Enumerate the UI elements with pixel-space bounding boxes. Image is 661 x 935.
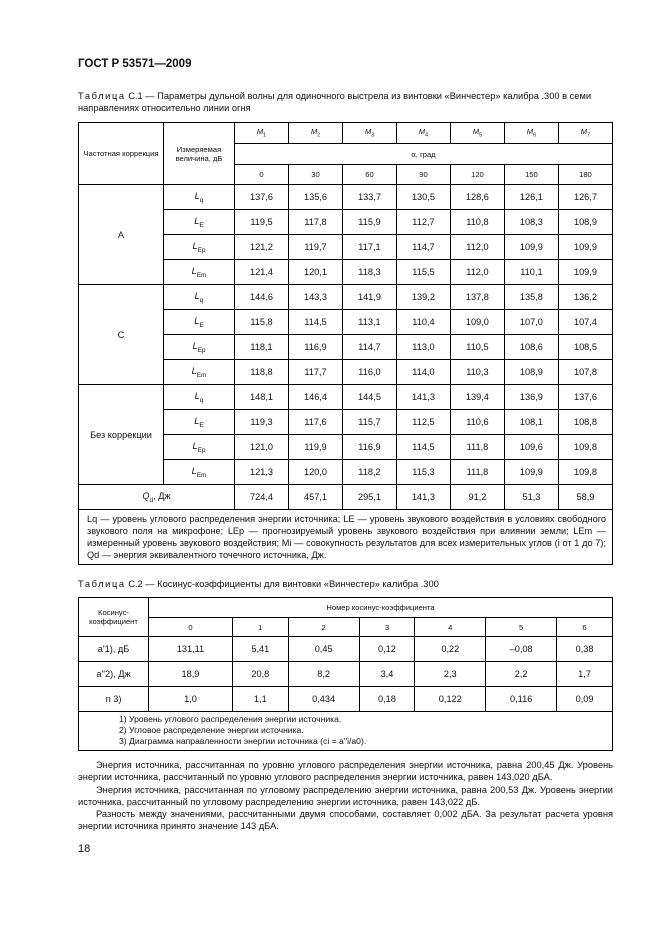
value-cell: 133,7 xyxy=(342,185,396,210)
table-row xyxy=(79,662,613,687)
value-cell: 108,9 xyxy=(504,360,558,385)
value-cell: 136,2 xyxy=(558,285,612,310)
value-cell: 20,8 xyxy=(232,662,288,687)
table-row xyxy=(79,385,613,410)
angle-header: 180 xyxy=(558,165,612,185)
document-header: ГОСТ Р 53571—2009 xyxy=(78,58,192,70)
value-cell: 141,3 xyxy=(396,385,450,410)
page-number: 18 xyxy=(78,843,91,855)
col-header-correction: Частотная коррекция xyxy=(79,123,164,185)
col-header-m: $M_7$ xyxy=(558,123,612,144)
correction-group: А xyxy=(79,185,164,285)
value-cell: 295,1 xyxy=(342,485,396,510)
value-cell: 110,1 xyxy=(504,260,558,285)
angle-header: 60 xyxy=(342,165,396,185)
value-cell: 114,7 xyxy=(342,335,396,360)
value-cell: 0,122 xyxy=(415,687,486,712)
value-cell: 457,1 xyxy=(288,485,342,510)
coefficient-label: n 3) xyxy=(79,687,149,712)
value-cell: 107,8 xyxy=(558,360,612,385)
col-header-m: $M_1$ xyxy=(235,123,289,144)
table-row xyxy=(79,185,613,210)
value-cell: 107,0 xyxy=(504,310,558,335)
value-cell: 117,6 xyxy=(288,410,342,435)
value-cell: 139,4 xyxy=(450,385,504,410)
value-cell: 119,7 xyxy=(288,235,342,260)
value-cell: 143,3 xyxy=(288,285,342,310)
correction-group: С xyxy=(79,285,164,385)
value-cell: 119,5 xyxy=(235,210,289,235)
value-cell: 109,0 xyxy=(450,310,504,335)
value-cell: 135,8 xyxy=(504,285,558,310)
quantity-cell: $L_{Em}$ xyxy=(164,260,235,285)
value-cell: 115,9 xyxy=(342,210,396,235)
quantity-cell: $L_q$ xyxy=(164,285,235,310)
value-cell: 108,1 xyxy=(504,410,558,435)
coefficient-label: a''2), Дж xyxy=(79,662,149,687)
value-cell: 112,0 xyxy=(450,235,504,260)
value-cell: 112,0 xyxy=(450,260,504,285)
number-cell: 5 xyxy=(486,618,557,637)
value-cell: 108,8 xyxy=(558,410,612,435)
table-row xyxy=(79,687,613,712)
value-cell: 0,38 xyxy=(557,637,613,662)
quantity-cell: $L_{Em}$ xyxy=(164,460,235,485)
paragraph: Разность между значениями, рассчитанными двумя способами, составляет 0,002 дБА. За результат расчета уровня энергии источника принято значение 143 дБА. xyxy=(78,809,613,832)
table1-caption: Таблица С.1 — Параметры дульной волны для одиночного выстрела из винтовки «Винчестер» калибра .300 в семи направлениях относительно линии огня xyxy=(78,91,592,113)
quantity-cell: $L_q$ xyxy=(164,185,235,210)
value-cell: 109,9 xyxy=(558,235,612,260)
value-cell: 121,4 xyxy=(235,260,289,285)
value-cell: 137,8 xyxy=(450,285,504,310)
value-cell: 109,6 xyxy=(504,435,558,460)
value-cell: 141,3 xyxy=(396,485,450,510)
paragraph: Энергия источника, рассчитанная по уровню углового распределения энергии источника, равна 200,45 Дж. Уровень энергии источника, рассчитанный по уровню углового распределения энергии источника, равен 143,020 дБА. xyxy=(78,760,613,783)
quantity-cell: $L_E$ xyxy=(164,210,235,235)
value-cell: 118,1 xyxy=(235,335,289,360)
table2 xyxy=(78,597,613,751)
angle-header: 150 xyxy=(504,165,558,185)
value-cell: 131,11 xyxy=(149,637,233,662)
table-row xyxy=(79,285,613,310)
angle-header: 0 xyxy=(235,165,289,185)
angle-header: 90 xyxy=(396,165,450,185)
paragraph: Энергия источника, рассчитанная по угловому распределению энергии источника, равна 200,53 Дж. Уровень энергии источника, рассчитанный по угловому распределению энергии источника, равен 143,022 дБ. xyxy=(78,784,613,807)
col-header-coefficient: Косинус-коэффициент xyxy=(79,598,149,637)
value-cell: 108,6 xyxy=(504,335,558,360)
number-cell: 4 xyxy=(415,618,486,637)
quantity-cell: $L_q$ xyxy=(164,385,235,410)
value-cell: 114,5 xyxy=(396,435,450,460)
value-cell: 108,3 xyxy=(504,210,558,235)
table2-footnotes xyxy=(79,712,613,751)
number-cell: 6 xyxy=(557,618,613,637)
value-cell: 115,7 xyxy=(342,410,396,435)
value-cell: 114,0 xyxy=(396,360,450,385)
value-cell: 108,9 xyxy=(558,210,612,235)
value-cell: 0,45 xyxy=(288,637,359,662)
value-cell: 128,6 xyxy=(450,185,504,210)
value-cell: 136,9 xyxy=(504,385,558,410)
value-cell: 115,5 xyxy=(396,260,450,285)
quantity-cell: $L_E$ xyxy=(164,310,235,335)
value-cell: 137,6 xyxy=(235,185,289,210)
value-cell: 110,6 xyxy=(450,410,504,435)
value-cell: 2,3 xyxy=(415,662,486,687)
value-cell: 1,7 xyxy=(557,662,613,687)
col-header-m: $M_2$ xyxy=(288,123,342,144)
value-cell: 126,1 xyxy=(504,185,558,210)
qd-label: $Q_d$, Дж xyxy=(79,485,235,510)
value-cell: 5,41 xyxy=(232,637,288,662)
value-cell: 116,9 xyxy=(342,435,396,460)
value-cell: 146,4 xyxy=(288,385,342,410)
value-cell: 144,5 xyxy=(342,385,396,410)
value-cell: 8,2 xyxy=(288,662,359,687)
value-cell: 109,9 xyxy=(504,460,558,485)
value-cell: 148,1 xyxy=(235,385,289,410)
value-cell: 126,7 xyxy=(558,185,612,210)
number-cell: 1 xyxy=(232,618,288,637)
alpha-header: α, град xyxy=(235,144,613,165)
value-cell: 0,09 xyxy=(557,687,613,712)
col-header-m: $M_3$ xyxy=(342,123,396,144)
value-cell: 110,3 xyxy=(450,360,504,385)
value-cell: 120,0 xyxy=(288,460,342,485)
footnote: 2) Угловое распределение энергии источника. xyxy=(119,725,304,735)
value-cell: 113,1 xyxy=(342,310,396,335)
value-cell: 109,9 xyxy=(504,235,558,260)
value-cell: 139,2 xyxy=(396,285,450,310)
value-cell: 141,9 xyxy=(342,285,396,310)
value-cell: 117,8 xyxy=(288,210,342,235)
col-header-m: $M_4$ xyxy=(396,123,450,144)
value-cell: 114,7 xyxy=(396,235,450,260)
number-header: Номер косинус-коэффициента xyxy=(149,598,613,618)
value-cell: 120,1 xyxy=(288,260,342,285)
value-cell: 2,2 xyxy=(486,662,557,687)
value-cell: 115,3 xyxy=(396,460,450,485)
quantity-cell: $L_{Em}$ xyxy=(164,360,235,385)
value-cell: 109,8 xyxy=(558,460,612,485)
value-cell: 110,5 xyxy=(450,335,504,360)
value-cell: 115,8 xyxy=(235,310,289,335)
body-text xyxy=(78,759,613,833)
correction-group: Без коррекции xyxy=(79,385,164,485)
col-header-m: $M_6$ xyxy=(504,123,558,144)
value-cell: 91,2 xyxy=(450,485,504,510)
value-cell: 0,12 xyxy=(359,637,415,662)
value-cell: 0,22 xyxy=(415,637,486,662)
value-cell: 113,0 xyxy=(396,335,450,360)
quantity-cell: $L_{Ep}$ xyxy=(164,335,235,360)
value-cell: 108,5 xyxy=(558,335,612,360)
value-cell: 112,7 xyxy=(396,210,450,235)
table-row xyxy=(79,637,613,662)
value-cell: 119,3 xyxy=(235,410,289,435)
quantity-cell: $L_E$ xyxy=(164,410,235,435)
value-cell: 118,3 xyxy=(342,260,396,285)
value-cell: –0,08 xyxy=(486,637,557,662)
value-cell: 144,6 xyxy=(235,285,289,310)
value-cell: 107,4 xyxy=(558,310,612,335)
value-cell: 119,9 xyxy=(288,435,342,460)
value-cell: 18,9 xyxy=(149,662,233,687)
value-cell: 110,4 xyxy=(396,310,450,335)
value-cell: 0,434 xyxy=(288,687,359,712)
quantity-cell: $L_{Ep}$ xyxy=(164,235,235,260)
value-cell: 110,8 xyxy=(450,210,504,235)
angle-header: 120 xyxy=(450,165,504,185)
col-header-measured: Измеряемая величина, дБ xyxy=(164,123,235,185)
value-cell: 1,0 xyxy=(149,687,233,712)
value-cell: 121,0 xyxy=(235,435,289,460)
value-cell: 135,6 xyxy=(288,185,342,210)
table2-caption: Таблица С.2 — Косинус-коэффициенты для винтовки «Винчестер» калибра .300 xyxy=(78,579,439,589)
angle-header: 30 xyxy=(288,165,342,185)
value-cell: 121,2 xyxy=(235,235,289,260)
value-cell: 118,2 xyxy=(342,460,396,485)
value-cell: 116,0 xyxy=(342,360,396,385)
value-cell: 109,9 xyxy=(558,260,612,285)
coefficient-label: a'1), дБ xyxy=(79,637,149,662)
value-cell: 51,3 xyxy=(504,485,558,510)
value-cell: 0,116 xyxy=(486,687,557,712)
value-cell: 109,8 xyxy=(558,435,612,460)
quantity-cell: $L_{Ep}$ xyxy=(164,435,235,460)
value-cell: 112,5 xyxy=(396,410,450,435)
col-header-m: $M_5$ xyxy=(450,123,504,144)
table1 xyxy=(78,122,613,565)
value-cell: 116,9 xyxy=(288,335,342,360)
number-cell: 3 xyxy=(359,618,415,637)
value-cell: 137,6 xyxy=(558,385,612,410)
table-row xyxy=(79,485,613,510)
value-cell: 111,8 xyxy=(450,460,504,485)
table1-note: Lq — уровень углового распределения энергии источника; LE — уровень звукового воздействия в условиях свободного звукового поля на микрофоне; LEp — прогнозируемый уровень звукового воздействия при влиянии земли; LEm — измеренный уровень звукового воздействия; Mi — совокупность результатов для всех измерительных углов (i от 1 до 7); Qd — энергия эквивалентного точечного источника, Дж. xyxy=(79,510,613,565)
value-cell: 114,5 xyxy=(288,310,342,335)
value-cell: 118,8 xyxy=(235,360,289,385)
value-cell: 58,9 xyxy=(558,485,612,510)
number-cell: 2 xyxy=(288,618,359,637)
value-cell: 3,4 xyxy=(359,662,415,687)
value-cell: 117,7 xyxy=(288,360,342,385)
footnote: 1) Уровень углового распределения энергии источника. xyxy=(119,714,342,724)
value-cell: 111,8 xyxy=(450,435,504,460)
value-cell: 117,1 xyxy=(342,235,396,260)
number-cell: 0 xyxy=(149,618,233,637)
value-cell: 130,5 xyxy=(396,185,450,210)
value-cell: 121,3 xyxy=(235,460,289,485)
value-cell: 1,1 xyxy=(232,687,288,712)
value-cell: 724,4 xyxy=(235,485,289,510)
footnote: 3) Диаграмма направленности энергии источника (ci = a''i/a0). xyxy=(119,736,367,746)
value-cell: 0,18 xyxy=(359,687,415,712)
